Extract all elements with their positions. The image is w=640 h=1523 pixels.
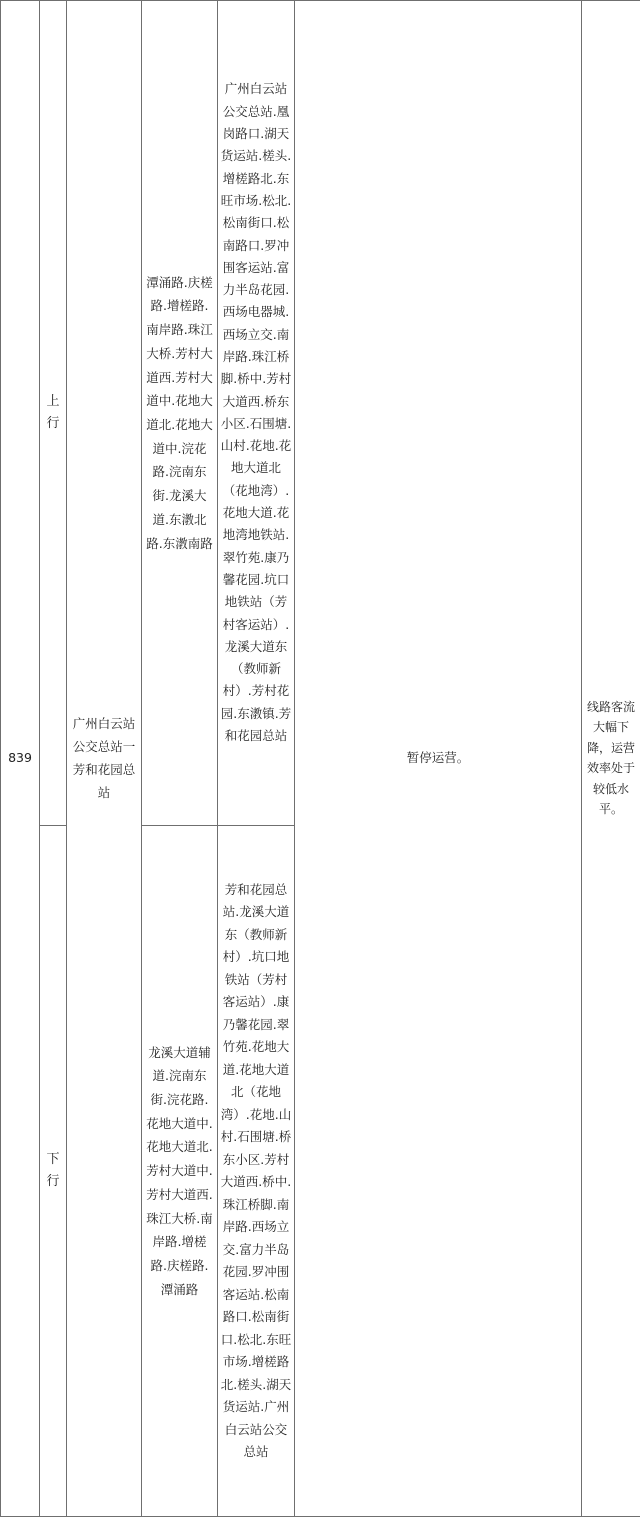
stops-down: 芳和花园总站.龙溪大道东（教师新村）.坑口地铁站（芳村客运站）.康乃馨花园.翠竹苑.花地大道.花地大道北（花地湾）.花地.山村.石围塘.桥东小区.芳村大道西.桥中.珠江桥脚.南岸路.西场立交.富力半岛花园.罗冲围客运站.松南路口.松南街口.松北.东旺市场.增槎路北.槎头.湖天货运站.广州白云站公交总站 [220, 881, 292, 1459]
route-row-up [1, 1, 640, 826]
route-number: 839 [8, 750, 32, 766]
direction-label-up: 上行 [46, 394, 60, 431]
stops-cell-up [218, 1, 295, 826]
roads-up: 潭涌路.庆槎路.增槎路.南岸路.珠江大桥.芳村大道西.芳村大道中.花地大道北.花地大道中.浣花路.浣南东街.龙溪大道.东漖北路.东漖南路 [146, 274, 213, 551]
route-number-cell [1, 1, 40, 1517]
roads-cell-down [142, 826, 218, 1517]
direction-cell-up [40, 1, 67, 826]
status-cell [295, 1, 582, 1517]
roads-down: 龙溪大道辅道.浣南东街.浣花路.花地大道中.花地大道北.芳村大道中.芳村大道西.珠江大桥.南岸路.增槎路.庆槎路.潭涌路 [146, 1044, 213, 1297]
adjustment-reason: 线路客流大幅下降，运营效率处于较低水平。 [586, 699, 635, 816]
stops-up: 广州白云站公交总站.凰岗路口.湖天货运站.槎头.增槎路北.东旺市场.松北.松南街口.松南路口.罗冲围客运站.富力半岛花园.西场电器城.西场立交.南岸路.珠江桥脚.桥中.芳村大道西.桥东小区.石围塘.山村.花地.花地大道北（花地湾）.花地大道.花地湾地铁站.翠竹苑.康乃馨花园.坑口地铁站（芳村客运站）.龙溪大道东（教师新村）.芳村花园.东漖镇.芳和花园总站 [220, 81, 292, 744]
direction-cell-down [40, 826, 67, 1517]
stops-cell-down [218, 826, 295, 1517]
roads-cell-up [142, 1, 218, 826]
terminals-cell [67, 1, 142, 1517]
reason-cell [582, 1, 640, 1517]
direction-label-down: 下行 [46, 1152, 60, 1189]
route-status: 暂停运营。 [406, 750, 470, 766]
route-terminals: 广州白云站公交总站一芳和花园总站 [72, 716, 136, 801]
